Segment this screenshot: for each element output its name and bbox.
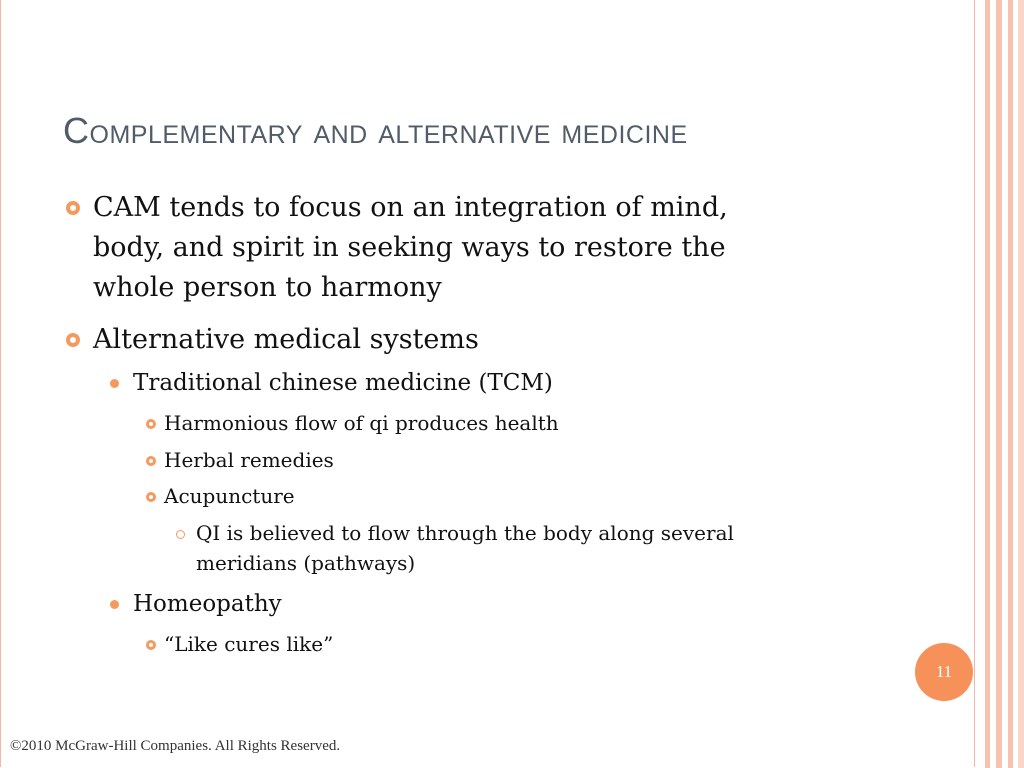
bullet-cam-line2: body, and spirit in seeking ways to restore the	[93, 232, 726, 263]
copyright-footer: ©2010 McGraw-Hill Companies. All Rights Reserved.	[10, 738, 341, 754]
bullet-cam-line1: CAM tends to focus on an integration of mind,	[93, 192, 728, 223]
subbullet-tcm: Traditional chinese medicine (TCM)	[133, 370, 553, 396]
ring-bullet-icon	[146, 492, 156, 502]
dot-bullet-icon	[110, 379, 119, 388]
ring-bullet-icon	[66, 333, 80, 347]
acupuncture-detail-line2: meridians (pathways)	[196, 551, 416, 575]
page-number-badge: 11	[915, 643, 973, 701]
tcm-item-acupuncture: Acupuncture	[164, 484, 295, 508]
homeopathy-item-like-cures-like: “Like cures like”	[164, 632, 334, 656]
tcm-item-qi-flow: Harmonious flow of qi produces health	[164, 411, 559, 435]
slide-title: Complementary and alternative medicine	[63, 110, 688, 151]
tcm-item-herbal: Herbal remedies	[164, 448, 334, 472]
decorative-stripe	[1018, 0, 1024, 768]
bullet-cam-line3: whole person to harmony	[93, 272, 442, 303]
ring-bullet-icon	[146, 456, 156, 466]
ring-bullet-icon	[176, 530, 185, 539]
ring-bullet-icon	[146, 419, 156, 429]
acupuncture-detail-line1: QI is believed to flow through the body along several	[196, 521, 734, 545]
decorative-stripe	[1008, 0, 1013, 768]
ring-bullet-icon	[146, 640, 156, 650]
bullet-alternative-systems: Alternative medical systems	[93, 324, 479, 355]
subbullet-homeopathy: Homeopathy	[133, 591, 282, 617]
ring-bullet-icon	[66, 201, 80, 215]
dot-bullet-icon	[110, 600, 119, 609]
decorative-stripe	[996, 0, 1002, 768]
decorative-stripe	[985, 0, 990, 768]
